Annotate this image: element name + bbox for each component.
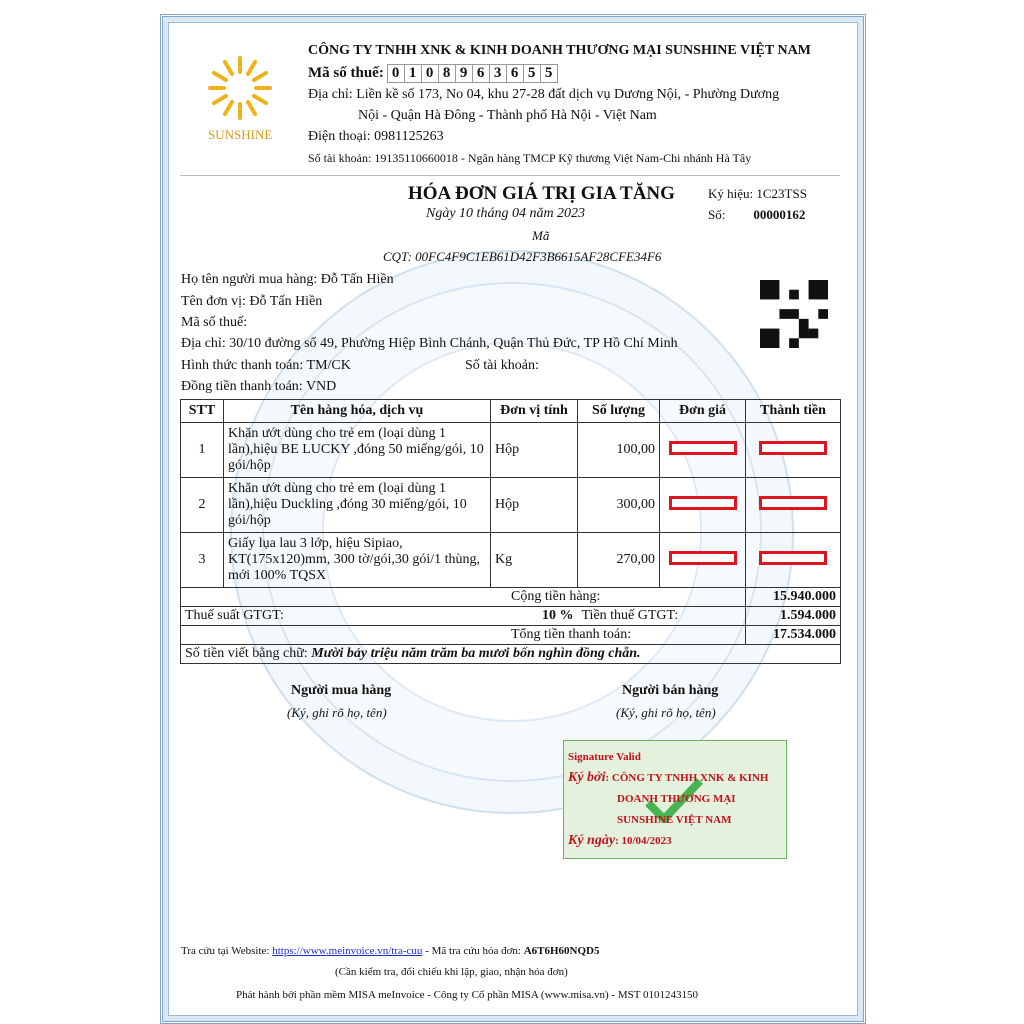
- symbol-label: Ký hiệu:: [708, 186, 754, 201]
- row-stt: 3: [181, 533, 224, 588]
- lookup-code: A6T6H60NQD5: [523, 945, 600, 957]
- vat-label: Tiền thuế GTGT:: [578, 607, 746, 626]
- table-row: [181, 478, 841, 533]
- seller-tax-code: [308, 64, 558, 83]
- redacted-amount: [759, 496, 827, 510]
- tax-digit: 5: [540, 64, 558, 83]
- redacted-price: [669, 441, 737, 455]
- buyer-address: Địa chỉ: 30/10 đường số 49, Phường Hiệp Bình Chánh, Quận Thủ Đức, TP Hồ Chí Minh: [181, 336, 678, 351]
- seller-address: Địa chỉ: Liền kề số 173, No 04, khu 27-28 đất dịch vụ Dương Nội, - Phường Dương: [308, 87, 780, 102]
- vat-rate: 10 %: [542, 608, 574, 623]
- tax-digit: 6: [506, 64, 524, 83]
- col-stt: STT: [181, 400, 224, 423]
- row-qty: 300,00: [578, 478, 660, 533]
- currency: Đồng tiền thanh toán: VND: [181, 379, 337, 394]
- symbol-value: 1C23TSS: [756, 186, 807, 201]
- row-name: Khăn ướt dùng cho trẻ em (loại dùng 1 lần),hiệu Duckling ,đóng 30 miếng/gói, 10 gói/hộp: [224, 478, 491, 533]
- tax-digit: 1: [404, 64, 422, 83]
- table-header: [181, 400, 841, 423]
- qr-code-icon: [760, 279, 828, 349]
- redacted-amount: [759, 551, 827, 565]
- vat-rate-label: Thuế suất GTGT:: [185, 608, 284, 623]
- seller-signature-hint: (Ký, ghi rõ họ, tên): [616, 705, 716, 720]
- vat-value: 1.594.000: [780, 608, 836, 623]
- items-table: [180, 399, 841, 664]
- redacted-price: [669, 496, 737, 510]
- divider: [180, 175, 840, 176]
- row-unit: Hộp: [491, 423, 578, 478]
- redacted-amount: [759, 441, 827, 455]
- footer-note: (Cần kiểm tra, đối chiếu khi lập, giao, nhận hóa đơn): [335, 966, 568, 978]
- buyer-tax-code: Mã số thuế:: [181, 315, 248, 330]
- col-unit: Đơn vị tính: [491, 400, 578, 423]
- table-row: [181, 533, 841, 588]
- footer-issuer: Phát hành bởi phần mềm MISA meInvoice - Công ty Cổ phần MISA (www.misa.vn) - MST 0101243150: [236, 989, 698, 1001]
- buyer-name: Họ tên người mua hàng: Đỗ Tấn Hiền: [181, 272, 394, 287]
- number-label: Số:: [708, 207, 726, 222]
- digital-signature-box: [563, 740, 787, 859]
- words-label: Số tiền viết bằng chữ:: [185, 646, 308, 661]
- signed-by-2: DOANH THƯƠNG MẠI: [617, 793, 736, 805]
- signed-by-3: SUNSHINE VIỆT NAM: [617, 814, 732, 826]
- tax-digit: 0: [387, 64, 405, 83]
- signature-valid: Signature Valid: [568, 751, 641, 763]
- col-amount: Thành tiền: [746, 400, 841, 423]
- table-row: [181, 423, 841, 478]
- vat-row: [181, 607, 841, 626]
- row-qty: 270,00: [578, 533, 660, 588]
- total-row: [181, 626, 841, 645]
- invoice-title: HÓA ĐƠN GIÁ TRỊ GIA TĂNG: [408, 183, 675, 204]
- row-unit: Kg: [491, 533, 578, 588]
- sunshine-logo-icon: [205, 52, 275, 122]
- tax-digit: 6: [472, 64, 490, 83]
- col-price: Đơn giá: [660, 400, 746, 423]
- words-row: [181, 645, 841, 664]
- buyer-signature-hint: (Ký, ghi rõ họ, tên): [287, 705, 387, 720]
- col-name: Tên hàng hóa, dịch vụ: [224, 400, 491, 423]
- seller-address-2: Nội - Quận Hà Đông - Thành phố Hà Nội - Việt Nam: [358, 108, 657, 123]
- redacted-price: [669, 551, 737, 565]
- total-label: Tổng tiền thanh toán:: [181, 626, 746, 645]
- logo-text: SUNSHINE: [208, 127, 273, 142]
- number-value: 00000162: [753, 207, 806, 222]
- signed-by-1: : CÔNG TY TNHH XNK & KINH: [605, 772, 769, 784]
- signed-date: : 10/04/2023: [615, 835, 672, 847]
- seller-account: Số tài khoản: 19135110660018 - Ngân hàng TMCP Kỹ thương Việt Nam-Chi nhánh Hà Tây: [308, 151, 752, 165]
- tax-digit: 0: [421, 64, 439, 83]
- payment-method: Hình thức thanh toán: TM/CK: [181, 358, 351, 373]
- total-value: 17.534.000: [773, 627, 836, 642]
- invoice-date: Ngày 10 tháng 04 năm 2023: [426, 206, 586, 221]
- tax-authority-code: CQT: 00FC4F9C1EB61D42F3B6615AF28CFE34F6: [383, 249, 662, 264]
- row-unit: Hộp: [491, 478, 578, 533]
- row-stt: 2: [181, 478, 224, 533]
- row-name: Giấy lụa lau 3 lớp, hiệu Sipiao, KT(175x120)mm, 300 tờ/gói,30 gói/1 thùng, mới 100% TQSX: [224, 533, 491, 588]
- row-name: Khăn ướt dùng cho trẻ em (loại dùng 1 lần),hiệu BE LUCKY ,đóng 50 miếng/gói, 10 gói/hộp: [224, 423, 491, 478]
- lookup-prefix: Tra cứu tại Website:: [181, 945, 270, 957]
- tax-label: Mã số thuế:: [308, 65, 384, 81]
- tax-digit: 9: [455, 64, 473, 83]
- lookup-line: [181, 945, 600, 957]
- lookup-link[interactable]: https://www.meinvoice.vn/tra-cuu: [272, 945, 423, 957]
- seller-name: CÔNG TY TNHH XNK & KINH DOANH THƯƠNG MẠI SUNSHINE VIỆT NAM: [308, 43, 811, 58]
- signed-date-label: Ký ngày: [568, 833, 616, 848]
- row-stt: 1: [181, 423, 224, 478]
- col-qty: Số lượng: [578, 400, 660, 423]
- lookup-code-label: - Mã tra cứu hóa đơn:: [422, 945, 521, 957]
- code-label: Mã: [532, 228, 550, 243]
- tax-digit: 3: [489, 64, 507, 83]
- subtotal-value: 15.940.000: [773, 589, 836, 604]
- subtotal-row: [181, 588, 841, 607]
- buyer-account: Số tài khoản:: [465, 358, 539, 373]
- seller-signature-title: Người bán hàng: [622, 683, 719, 698]
- buyer-unit: Tên đơn vị: Đỗ Tấn Hiền: [181, 294, 323, 309]
- tax-digit: 5: [523, 64, 541, 83]
- signed-by-label: Ký bởi: [568, 770, 606, 785]
- row-qty: 100,00: [578, 423, 660, 478]
- subtotal-label: Cộng tiền hàng:: [181, 588, 746, 607]
- invoice-symbol: [708, 186, 807, 202]
- seller-phone: Điện thoại: 0981125263: [308, 129, 444, 144]
- tax-digit: 8: [438, 64, 456, 83]
- amount-in-words: Mười bảy triệu năm trăm ba mươi bốn nghìn đồng chẵn.: [311, 646, 641, 661]
- buyer-signature-title: Người mua hàng: [291, 683, 392, 698]
- invoice-number: [708, 207, 805, 223]
